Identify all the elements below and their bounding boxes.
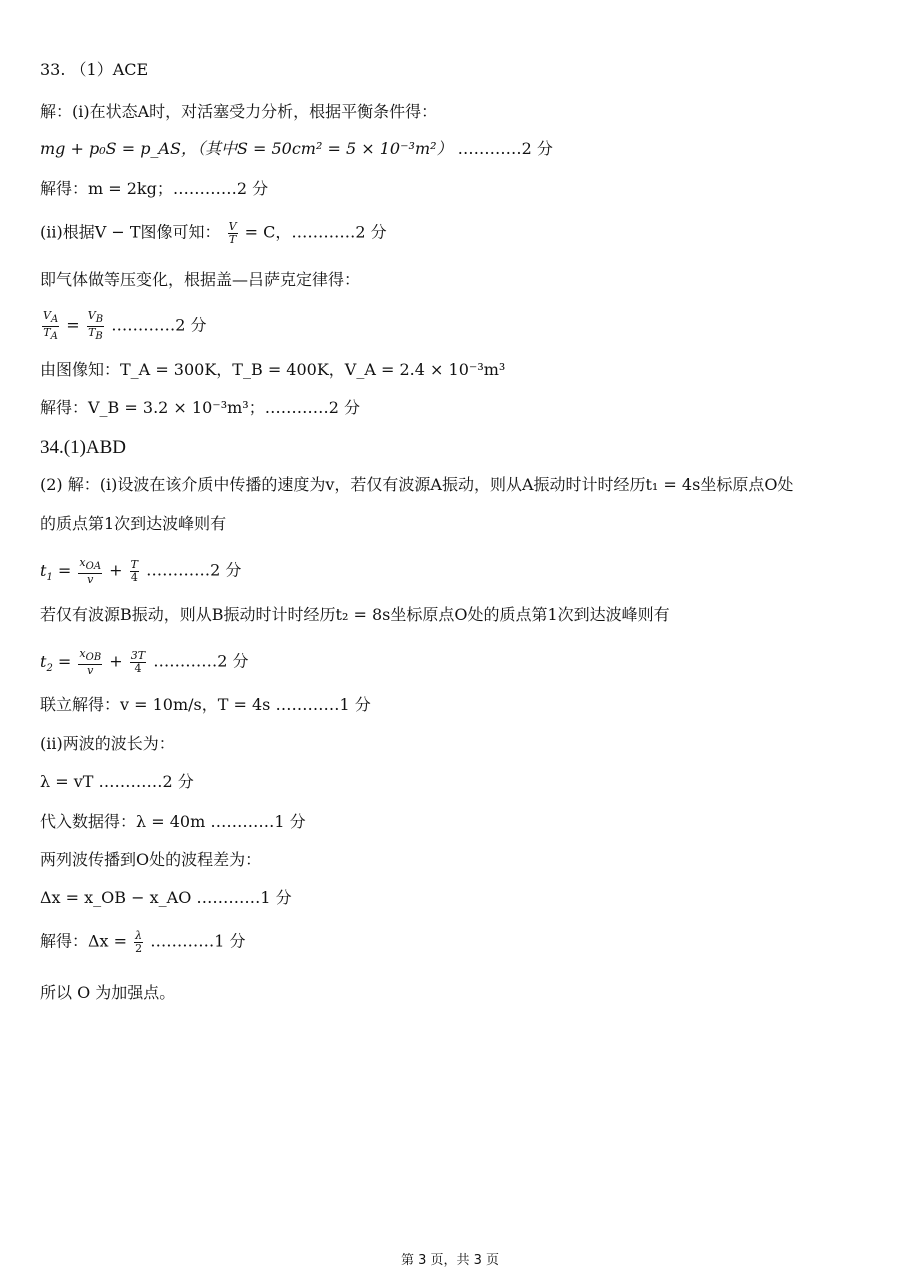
q34-score-5: …………2 分 [153, 651, 249, 671]
frac-den: T [228, 232, 237, 246]
frac-t-4: $\frac{T}{4}$ [130, 558, 138, 584]
q34-line-11: Δx = x_OB − x_AO …………1 分 [40, 888, 292, 907]
q34-line-6: 联立解得：v = 10m/s，T = 4s …………1 分 [40, 695, 371, 714]
q33-frac-v-t [228, 221, 238, 245]
frac-xoa-v: $\frac{x_{OA}}{v}$ [79, 556, 102, 586]
q34-line-13: 所以 O 为加强点。 [40, 983, 176, 1002]
q33-line-5: 即气体做等压变化，根据盖—吕萨克定律得： [40, 270, 361, 289]
q34-line-12 [40, 930, 246, 954]
frac-xob-v: $\frac{x_{OB}}{v}$ [79, 647, 102, 677]
q33-l4-post: = C，…………2 分 [244, 222, 387, 242]
frac-3t-4: $\frac{3T}{4}$ [130, 649, 146, 675]
q34-score-12: …………1 分 [150, 931, 246, 951]
frac-num: λ [135, 929, 143, 942]
q33-formula-pressure: mg + p₀S = p_AS，（其中S = 50cm² = 5 × 10⁻³m²） [40, 139, 453, 158]
q34-line-10: 两列波传播到O处的波程差为： [40, 850, 262, 869]
q34-line-5: $t_2$ = $\frac{x_{OB}}{v}$ + $\frac{3T}{4}$ …………2 分 [40, 647, 249, 677]
q34-line-2: 的质点第1次到达波峰则有 [40, 514, 227, 533]
q34-l12-pre: 解得：Δx = [40, 931, 128, 951]
q33-header: 33. （1）ACE [40, 60, 149, 79]
q33-line-4 [40, 221, 387, 245]
q34-line-3: $t_1$ = $\frac{x_{OA}}{v}$ + $\frac{T}{4}$ …………2 分 [40, 556, 242, 586]
q33-line-6: $\frac{V_A}{T_A}$ = $\frac{V_B}{T_B}$ …………2 分 [43, 309, 207, 342]
q33-line-7: 由图像知：T_A = 300K，T_B = 400K，V_A = 2.4 × 10⁻³m³ [40, 360, 506, 379]
q34-line-7: (ii)两波的波长为： [40, 734, 175, 753]
q34-score-3: …………2 分 [146, 560, 242, 580]
frac-vb-tb: $\frac{V_B}{T_B}$ [87, 309, 104, 342]
q34-line-4: 若仅有波源B振动，则从B振动时计时经历t₂ = 8s坐标原点O处的质点第1次到达波峰则有 [40, 605, 670, 624]
q34-header: 34.(1)ABD [40, 437, 127, 458]
q33-score-6: …………2 分 [111, 315, 207, 335]
page-footer: 第 3 页，共 3 页 [400, 1253, 500, 1268]
q33-line-1: 解：(i)在状态A时，对活塞受力分析，根据平衡条件得： [40, 102, 438, 121]
frac-lambda-2 [134, 930, 143, 954]
frac-va-ta: $\frac{V_A}{T_A}$ [43, 309, 59, 342]
q34-line-9: 代入数据得：λ = 40m …………1 分 [40, 812, 306, 831]
q34-line-8: λ = vT …………2 分 [40, 772, 194, 791]
q33-l4-pre: (ii)根据V − T图像可知： [40, 222, 221, 242]
frac-num: V [228, 220, 237, 233]
q33-score-2: …………2 分 [457, 139, 553, 158]
frac-den: 2 [135, 941, 143, 955]
q33-line-3: 解得：m = 2kg；…………2 分 [40, 179, 269, 198]
q34-line-1: (2) 解：(i)设波在该介质中传播的速度为v，若仅有波源A振动，则从A振动时计时经历t₁ = 4s坐标原点O处 [40, 475, 794, 494]
q33-line-2 [40, 141, 553, 157]
q33-line-8: 解得：V_B = 3.2 × 10⁻³m³；…………2 分 [40, 398, 360, 417]
